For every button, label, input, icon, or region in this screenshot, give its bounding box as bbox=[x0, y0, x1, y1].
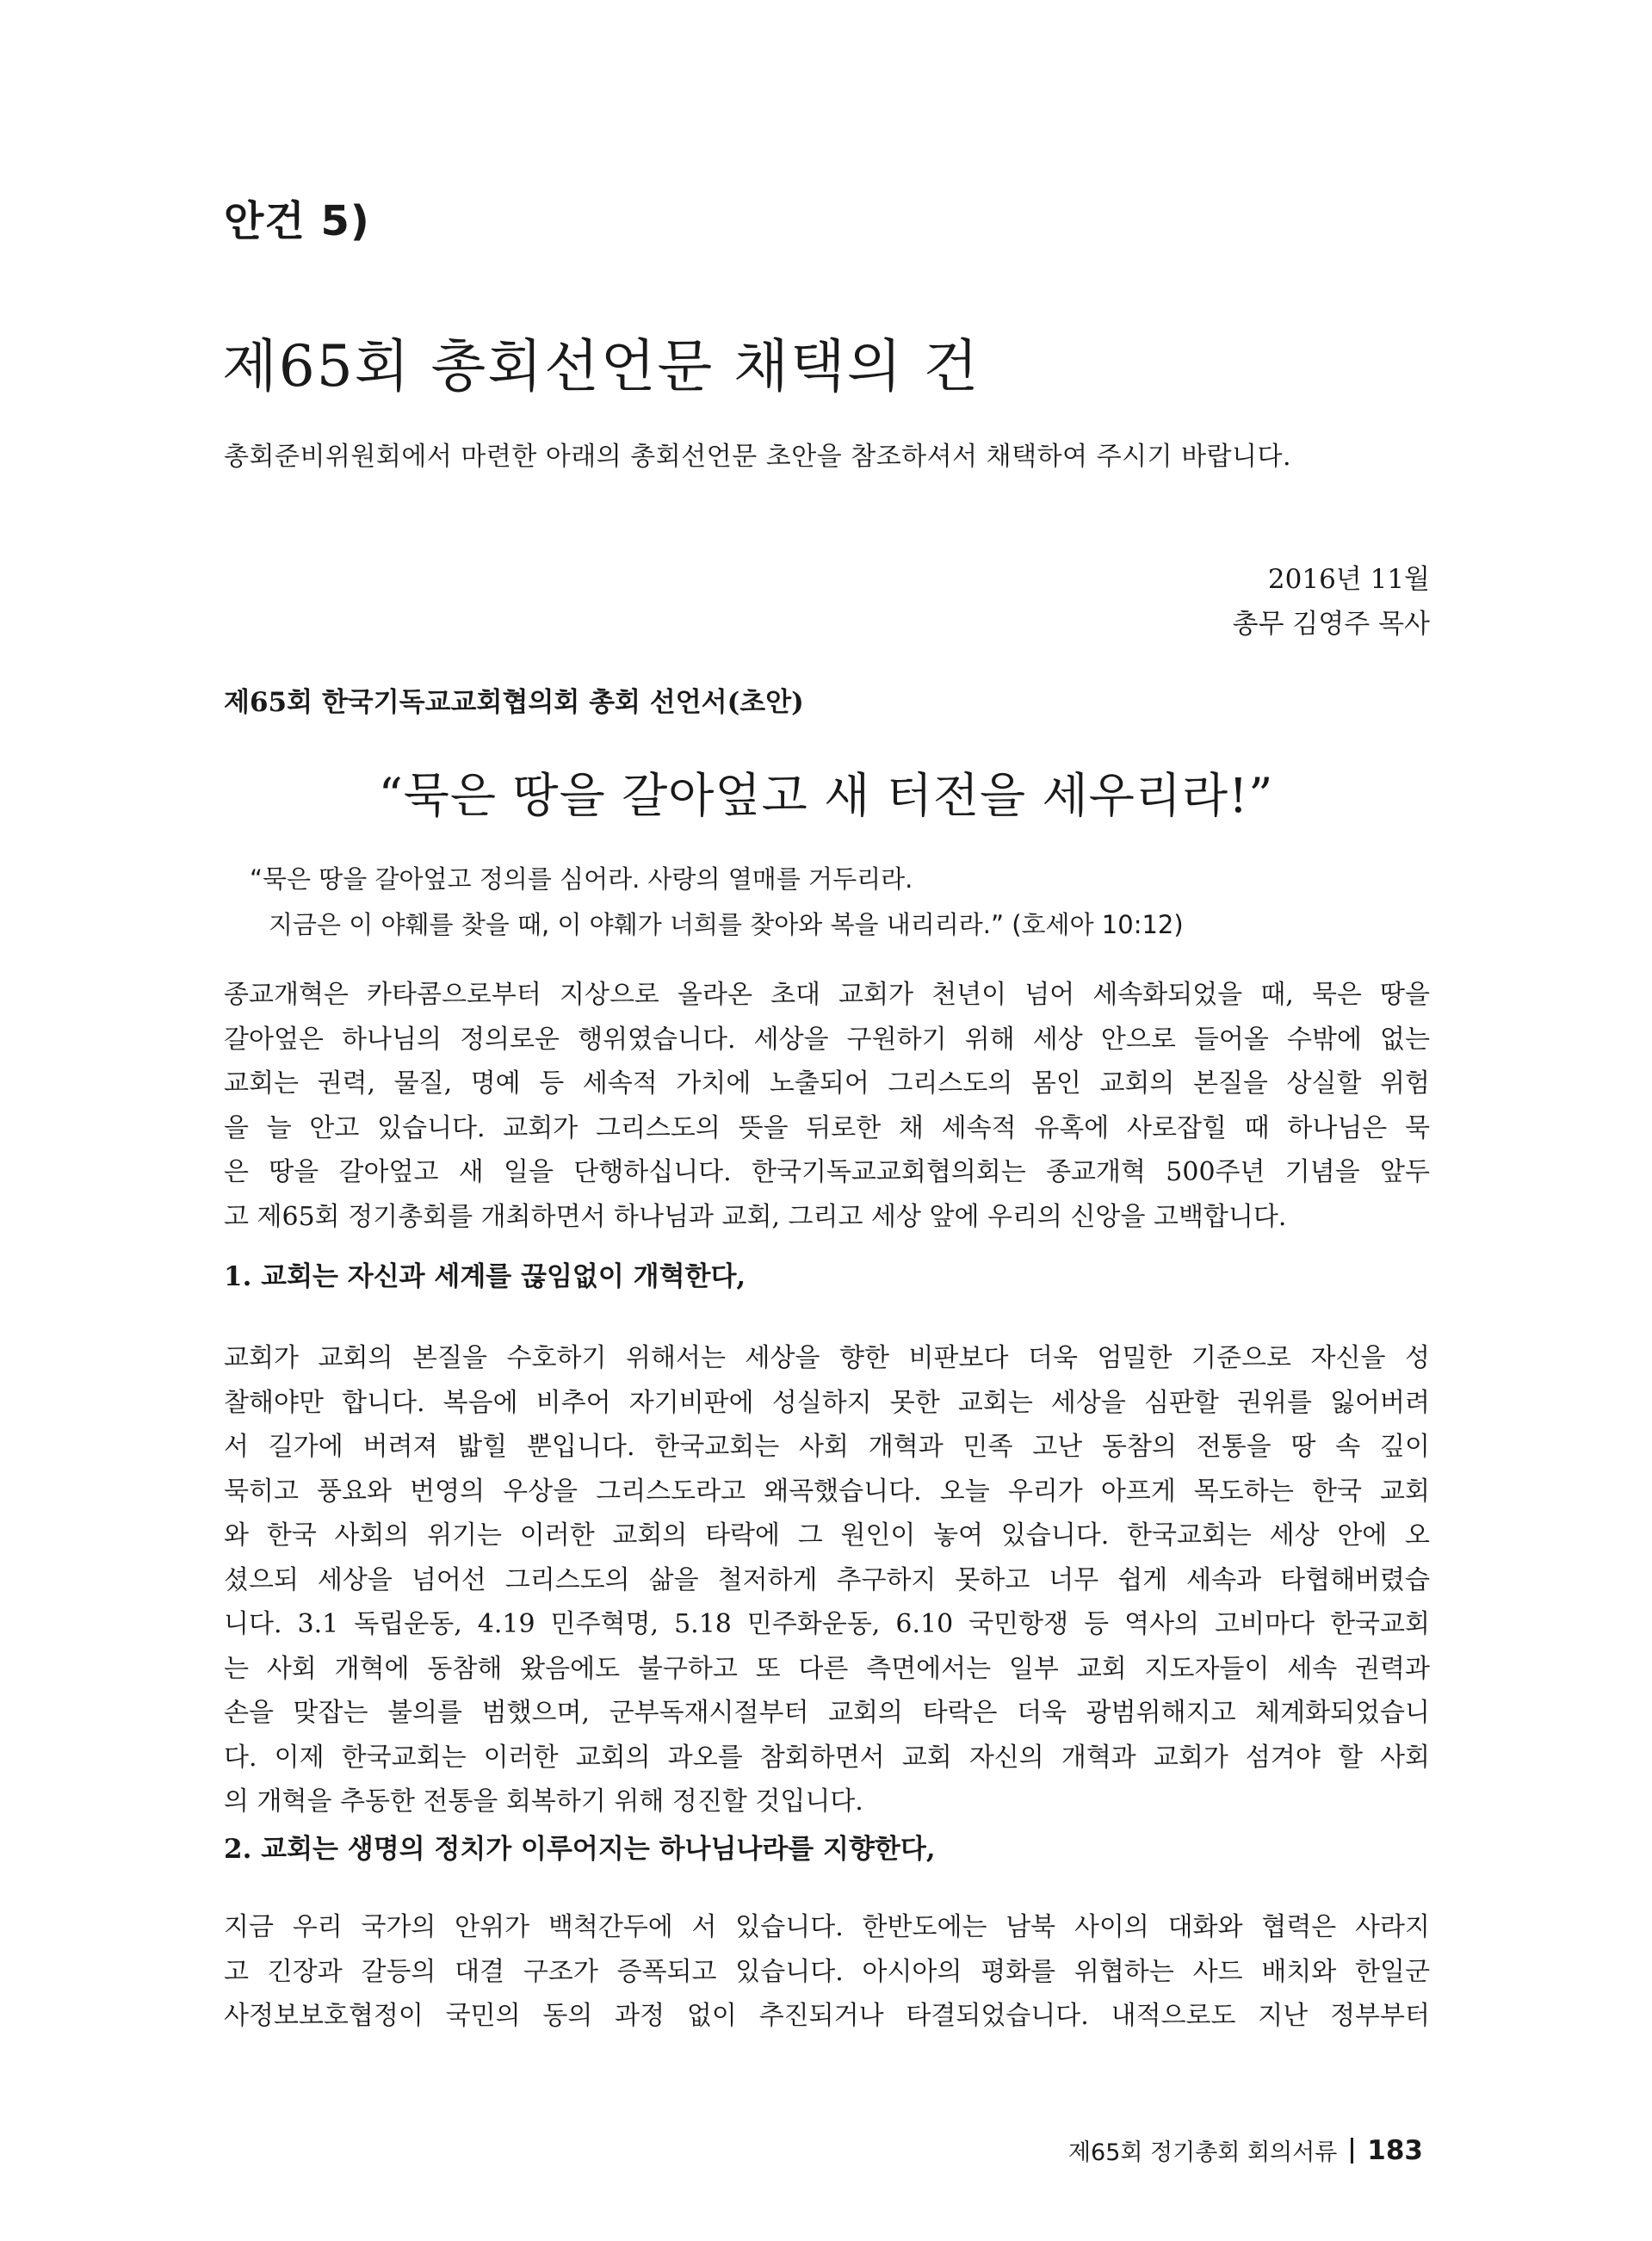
agenda-label: 안건 5) bbox=[224, 197, 370, 245]
paragraph-line: 는 사회 개혁에 동참해 왔음에도 불구하고 또 다른 측면에서는 일부 교회 지도자들이 세속 권력과 bbox=[224, 1653, 1430, 1684]
signature-date: 2016년 11월 bbox=[1267, 564, 1430, 595]
paragraph-line: 와 한국 사회의 위기는 이러한 교회의 타락에 그 원인이 놓여 있습니다. 한국교회는 세상 안에 오 bbox=[224, 1520, 1430, 1551]
paragraph-line: 셨으되 세상을 넘어선 그리스도의 삶을 철저하게 추구하지 못하고 너무 쉽게 세속과 타협해버렸습 bbox=[224, 1564, 1430, 1595]
section-1-title: 1. 교회는 자신과 세계를 끊임없이 개혁한다, bbox=[224, 1261, 746, 1292]
paragraph-line: 다. 이제 한국교회는 이러한 교회의 과오를 참회하면서 교회 자신의 개혁과 교회가 섬겨야 할 사회 bbox=[224, 1742, 1430, 1773]
intro-text: 총회준비위원회에서 마련한 아래의 총회선언문 초안을 참조하셔서 채택하여 주시기 바랍니다. bbox=[224, 442, 1292, 472]
paragraph-line: 고 제65회 정기총회를 개최하면서 하나님과 교회, 그리고 세상 앞에 우리의 신앙을 고백합니다. bbox=[224, 1201, 1287, 1232]
paragraph-line: 묵히고 풍요와 번영의 우상을 그리스도라고 왜곡했습니다. 오늘 우리가 아프게 목도하는 한국 교회 bbox=[224, 1476, 1430, 1507]
paragraph-line: 교회가 교회의 본질을 수호하기 위해서는 세상을 향한 비판보다 더욱 엄밀한 기준으로 자신을 성 bbox=[224, 1343, 1430, 1373]
quote-line: “묵은 땅을 갈아엎고 정의를 심어라. 사랑의 열매를 거두리라. bbox=[250, 864, 913, 894]
section-1-paragraph bbox=[224, 1336, 1430, 1824]
footer-divider bbox=[1351, 2138, 1353, 2164]
paragraph-line: 을 늘 안고 있습니다. 교회가 그리스도의 뜻을 뒤로한 채 세속적 유혹에 사로잡힐 때 하나님은 묵 bbox=[224, 1112, 1430, 1143]
page-footer bbox=[1068, 2133, 1423, 2167]
paragraph-line: 지금 우리 국가의 안위가 백척간두에 서 있습니다. 한반도에는 남북 사이의 대화와 협력은 사라지 bbox=[224, 1912, 1430, 1942]
paragraph-line: 은 땅을 갈아엎고 새 일을 단행하십니다. 한국기독교교회협의회는 종교개혁 500주년 기념을 앞두 bbox=[224, 1157, 1430, 1187]
paragraph-line: 교회는 권력, 물질, 명예 등 세속적 가치에 노출되어 그리스도의 몸인 교회의 본질을 상실할 위험 bbox=[224, 1068, 1430, 1099]
paragraph-line: 니다. 3.1 독립운동, 4.19 민주혁명, 5.18 민주화운동, 6.10 국민항쟁 등 역사의 고비마다 한국교회 bbox=[224, 1609, 1430, 1639]
intro-paragraph bbox=[224, 973, 1430, 1239]
signature-block bbox=[1233, 557, 1430, 647]
page-number: 183 bbox=[1367, 2134, 1423, 2166]
paragraph-line: 고 긴장과 갈등의 대결 구조가 증폭되고 있습니다. 아시아의 평화를 위협하는 사드 배치와 한일군 bbox=[224, 1956, 1430, 1987]
paragraph-line: 의 개혁을 추동한 전통을 회복하기 위해 정진할 것입니다. bbox=[224, 1786, 863, 1817]
paragraph-line: 갈아엎은 하나님의 정의로운 행위였습니다. 세상을 구원하기 위해 세상 안으로 들어올 수밖에 없는 bbox=[224, 1024, 1430, 1055]
paragraph-line: 서 길가에 버려져 밟힐 뿐입니다. 한국교회는 사회 개혁과 민족 고난 동참의 전통을 땅 속 깊이 bbox=[224, 1432, 1430, 1462]
section-2-paragraph bbox=[224, 1905, 1430, 2039]
scripture-quote bbox=[250, 857, 1184, 948]
paragraph-line: 손을 맞잡는 불의를 범했으며, 군부독재시절부터 교회의 타락은 더욱 광범위해지고 체계화되었습니 bbox=[224, 1698, 1430, 1728]
declaration-heading: 제65회 한국기독교교회협의회 총회 선언서(초안) bbox=[224, 687, 804, 718]
quote-line: 지금은 이 야훼를 찾을 때, 이 야훼가 너희를 찾아와 복을 내리리라.” (호세아 10:12) bbox=[269, 910, 1184, 939]
footer-publication: 제65회 정기총회 회의서류 bbox=[1067, 2139, 1338, 2166]
section-2-title: 2. 교회는 생명의 정치가 이루어지는 하나님나라를 지향한다, bbox=[224, 1834, 936, 1865]
declaration-motto: “묵은 땅을 갈아엎고 새 터전을 세우리라!” bbox=[378, 768, 1274, 823]
page-title: 제65회 총회선언문 채택의 건 bbox=[222, 333, 981, 399]
paragraph-line: 찰해야만 합니다. 복음에 비추어 자기비판에 성실하지 못한 교회는 세상을 심판할 권위를 잃어버려 bbox=[224, 1387, 1430, 1418]
signature-signer: 총무 김영주 목사 bbox=[1232, 609, 1430, 640]
paragraph-line: 사정보보호협정이 국민의 동의 과정 없이 추진되거나 타결되었습니다. 내적으로도 지난 정부부터 bbox=[224, 2001, 1430, 2031]
paragraph-line: 종교개혁은 카타콤으로부터 지상으로 올라온 초대 교회가 천년이 넘어 세속화되었을 때, 묵은 땅을 bbox=[224, 980, 1430, 1010]
